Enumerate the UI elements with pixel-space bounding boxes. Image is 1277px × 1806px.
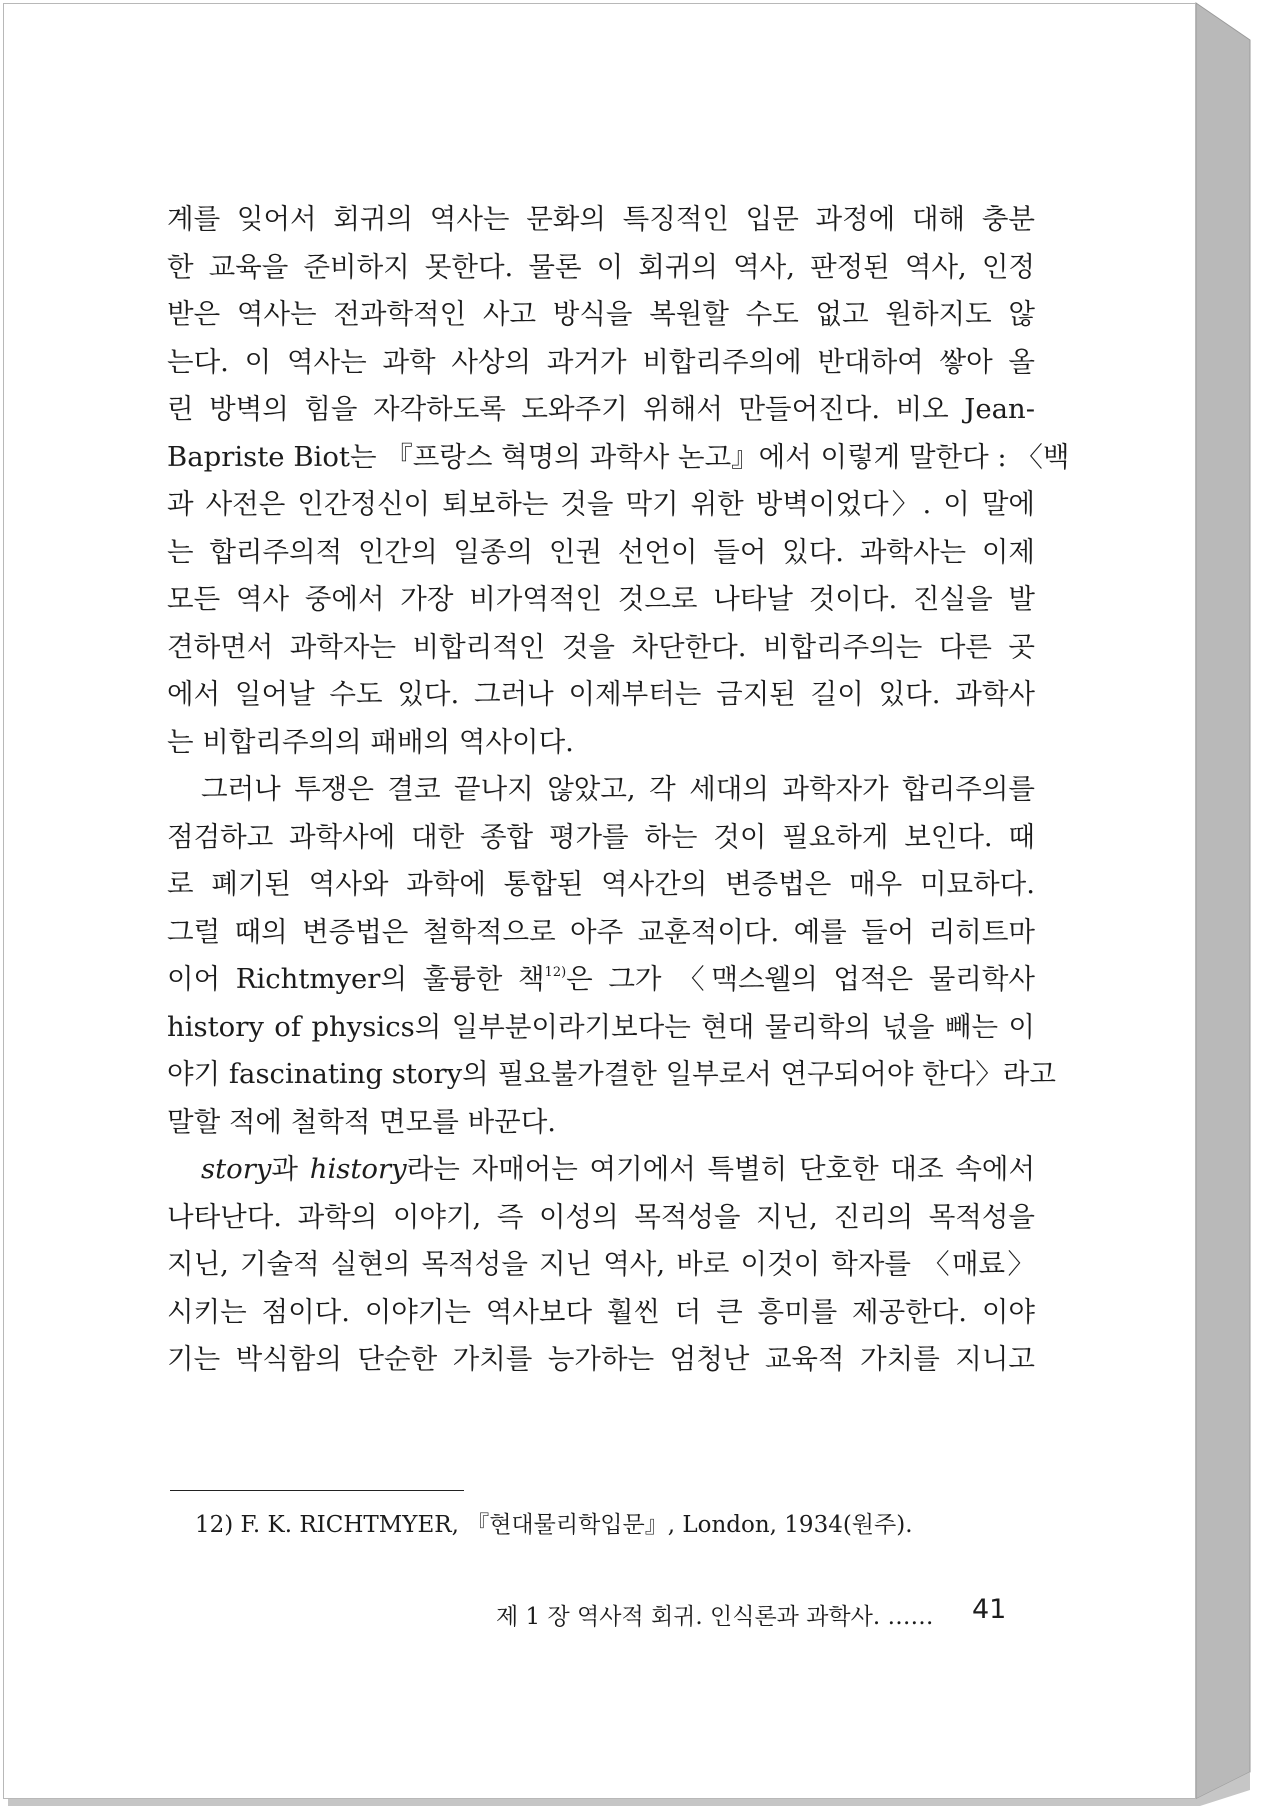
text-line: 는 비합리주의의 패배의 역사이다.	[167, 725, 574, 758]
text-line: history of physics의 일부분이라기보다는 현대 물리학의 넋을 빼는 이	[167, 1010, 1035, 1043]
running-footer: 제 1 장 역사적 회귀. 인식론과 과학사. ……	[496, 1604, 934, 1630]
text-line: 시키는 점이다. 이야기는 역사보다 훨씬 더 큰 흥미를 제공한다. 이야	[167, 1295, 1035, 1328]
page-number: 41	[972, 1594, 1007, 1625]
text-line: 지닌, 기술적 실현의 목적성을 지닌 역사, 바로 이것이 학자를 〈매료〉	[167, 1248, 1035, 1280]
italic-word: story	[201, 1153, 272, 1185]
text-line: 나타난다. 과학의 이야기, 즉 이성의 목적성을 지닌, 진리의 목적성을	[167, 1200, 1035, 1233]
text-segment: 라는 자매어는 여기에서 특별히 단호한 대조 속에서	[406, 1153, 1036, 1185]
text-line: 린 방벽의 힘을 자각하도록 도와주기 위해서 만들어진다. 비오 Jean-	[167, 393, 1035, 425]
body-text	[167, 196, 1070, 1384]
text-line: 는다. 이 역사는 과학 사상의 과거가 비합리주의에 반대하여 쌓아 올	[167, 345, 1035, 378]
text-line: 그럴 때의 변증법은 철학적으로 아주 교훈적이다. 예를 들어 리히트마	[167, 915, 1035, 948]
text-line: 과 사전은 인간정신이 퇴보하는 것을 막기 위한 방벽이었다〉. 이 말에	[167, 488, 1035, 520]
text-line: 받은 역사는 전과학적인 사고 방식을 복원할 수도 없고 원하지도 않	[167, 298, 1035, 330]
text-segment: 은 그가 〈맥스웰의 업적은 물리학사	[566, 963, 1035, 995]
italic-word: history	[309, 1153, 407, 1185]
text-line: 야기 fascinating story의 필요불가결한 일부로서 연구되어야 한다〉라고	[167, 1058, 1056, 1090]
text-line	[167, 956, 1035, 1004]
text-line: Bapriste Biot는 『프랑스 혁명의 과학사 논고』에서 이렇게 말한다 : 〈백	[167, 440, 1070, 473]
footnote-marker: 12)	[544, 965, 567, 980]
text-line: 모든 역사 중에서 가장 비가역적인 것으로 나타날 것이다. 진실을 발	[167, 583, 1035, 615]
text-line: 말할 적에 철학적 면모를 바꾼다.	[167, 1105, 557, 1138]
footnote: 12) F. K. RICHTMYER, 『현대물리학입문』, London, 1934(원주).	[195, 1512, 913, 1538]
text-line: 는 합리주의적 인간의 일종의 인권 선언이 들어 있다. 과학사는 이제	[167, 535, 1035, 568]
text-line: 점검하고 과학사에 대한 종합 평가를 하는 것이 필요하게 보인다. 때	[167, 820, 1035, 853]
text-segment: 과	[271, 1153, 310, 1185]
text-line: 기는 박식함의 단순한 가치를 능가하는 엄청난 교육적 가치를 지니고	[167, 1343, 1035, 1375]
text-line: 한 교육을 준비하지 못한다. 물론 이 회귀의 역사, 판정된 역사, 인정	[167, 250, 1035, 283]
text-line: 그러나 투쟁은 결코 끝나지 않았고, 각 세대의 과학자가 합리주의를	[201, 773, 1035, 805]
text-line: 로 폐기된 역사와 과학에 통합된 역사간의 변증법은 매우 미묘하다.	[167, 868, 1035, 900]
text-segment: 이어 Richtmyer의 훌륭한 책	[167, 963, 545, 995]
text-line: 견하면서 과학자는 비합리적인 것을 차단한다. 비합리주의는 다른 곳	[167, 630, 1035, 663]
text-line: 계를 잊어서 회귀의 역사는 문화의 특징적인 입문 과정에 대해 충분	[167, 203, 1035, 235]
footnote-divider	[170, 1490, 464, 1491]
text-line: 에서 일어날 수도 있다. 그러나 이제부터는 금지된 길이 있다. 과학사	[167, 678, 1035, 710]
text-line	[167, 1146, 1035, 1194]
